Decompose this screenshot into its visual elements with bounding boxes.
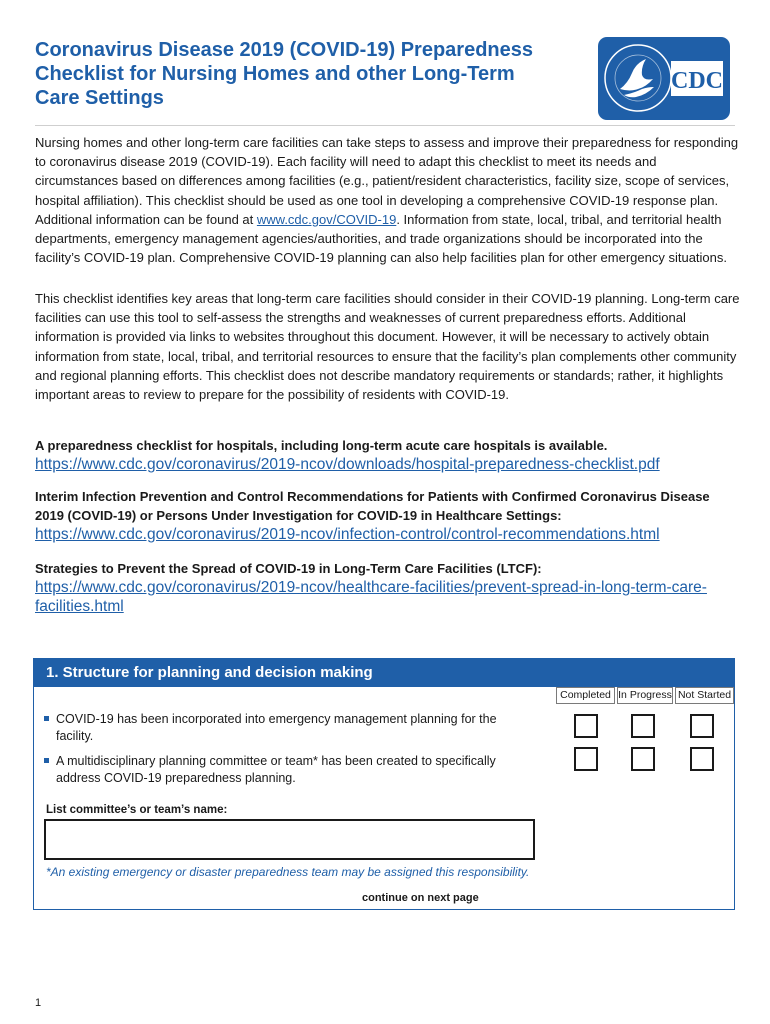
item1-not-started-checkbox[interactable]: [690, 714, 714, 738]
committee-name-input[interactable]: [44, 819, 535, 860]
resource-heading: Strategies to Prevent the Spread of COVID-19 in Long-Term Care Facilities (LTCF):: [35, 561, 542, 576]
column-in-progress: In Progress: [617, 687, 673, 704]
cdc-logo: [598, 37, 730, 120]
item2-in-progress-checkbox[interactable]: [631, 747, 655, 771]
intro-text-2: . Information from state, local, tribal, and territorial health departments, emergency management agencies/authorities, and trade organizations should be incorporated into the facility’s COVID-19 plan. Comprehensive COVID-19 planning can also help facilities plan for other emergency situations.: [35, 211, 727, 266]
infection-control-link[interactable]: https://www.cdc.gov/coronavirus/2019-ncov/infection-control/control-recommendations.html: [35, 526, 660, 543]
column-completed: Completed: [556, 687, 615, 704]
page-number: 1: [35, 997, 42, 1009]
intro-text-1: Nursing homes and other long-term care facilities can take steps to assess and improve their preparedness for responding to coronavirus disease 2019 (COVID-19). Each facility will need to adapt this checklist to meet its needs and circumstances based on differences among facilities (e.g., patient/resident characteristics, facility size, scope of services, hospital affiliation). This checklist should be used as one tool in developing a comprehensive COVID-19 response plan. Additional information can be found at: [35, 135, 739, 227]
bullet-icon: [44, 758, 49, 763]
item1-in-progress-checkbox[interactable]: [631, 714, 655, 738]
header-divider: [35, 125, 735, 126]
item2-not-started-checkbox[interactable]: [690, 747, 714, 771]
resource-heading: A preparedness checklist for hospitals, including long-term acute care hospitals is available.: [35, 438, 608, 453]
hospital-checklist-link[interactable]: https://www.cdc.gov/coronavirus/2019-ncov/downloads/hospital-preparedness-checklist.pdf: [35, 456, 660, 473]
item2-completed-checkbox[interactable]: [574, 747, 598, 771]
checklist-item-text: A multidisciplinary planning committee or team* has been created to specifically address COVID-19 preparedness planning.: [56, 754, 496, 785]
section-structure-planning: [33, 658, 735, 910]
resource-infection-control: [35, 487, 741, 544]
checklist-item: [44, 711, 529, 745]
section-title: 1. Structure for planning and decision making: [34, 659, 734, 687]
committee-name-label: List committee’s or team’s name:: [46, 804, 228, 816]
checklist-item: [44, 753, 529, 787]
resource-hospital-checklist: [35, 436, 741, 474]
bullet-icon: [44, 716, 49, 721]
cdc-covid-link[interactable]: www.cdc.gov/COVID-19: [256, 211, 397, 227]
intro-paragraph-1: [35, 133, 741, 267]
item1-completed-checkbox[interactable]: [574, 714, 598, 738]
ltcf-strategies-link[interactable]: https://www.cdc.gov/coronavirus/2019-ncov/healthcare-facilities/prevent-spread-in-long-term-care-facilities.html: [35, 579, 707, 615]
cdc-logo-icon: [598, 37, 730, 120]
document-title: Coronavirus Disease 2019 (COVID-19) Preparedness Checklist for Nursing Homes and other Long-Term Care Settings: [35, 39, 533, 109]
resource-heading: Interim Infection Prevention and Control Recommendations for Patients with Confirmed Coronavirus Disease 2019 (COVID-19) or Persons Under Investigation for COVID-19 in Healthcare Settings:: [35, 489, 710, 523]
column-not-started: Not Started: [675, 687, 734, 704]
intro-paragraph-2: This checklist identifies key areas that long-term care facilities should consider in their COVID-19 planning. Long-term care facilities can use this tool to self-assess the strengths and weaknesses of current preparedness efforts. Additional information is provided via links to websites throughout this document. However, it will be necessary to actively obtain information from state, local, tribal, and territorial resources to ensure that the facility’s plan complements other community and regional planning efforts. This checklist does not describe mandatory requirements or standards; rather, it highlights important areas to review to prepare for the possibility of residents with COVID-19.: [35, 291, 740, 403]
resource-ltcf-strategies: [35, 559, 741, 616]
svg-text:CDC: CDC: [671, 68, 723, 94]
footnote: *An existing emergency or disaster preparedness team may be assigned this responsibility.: [46, 865, 530, 879]
checklist-item-text: COVID-19 has been incorporated into emergency management planning for the facility.: [56, 712, 497, 743]
continue-note: continue on next page: [362, 892, 479, 904]
